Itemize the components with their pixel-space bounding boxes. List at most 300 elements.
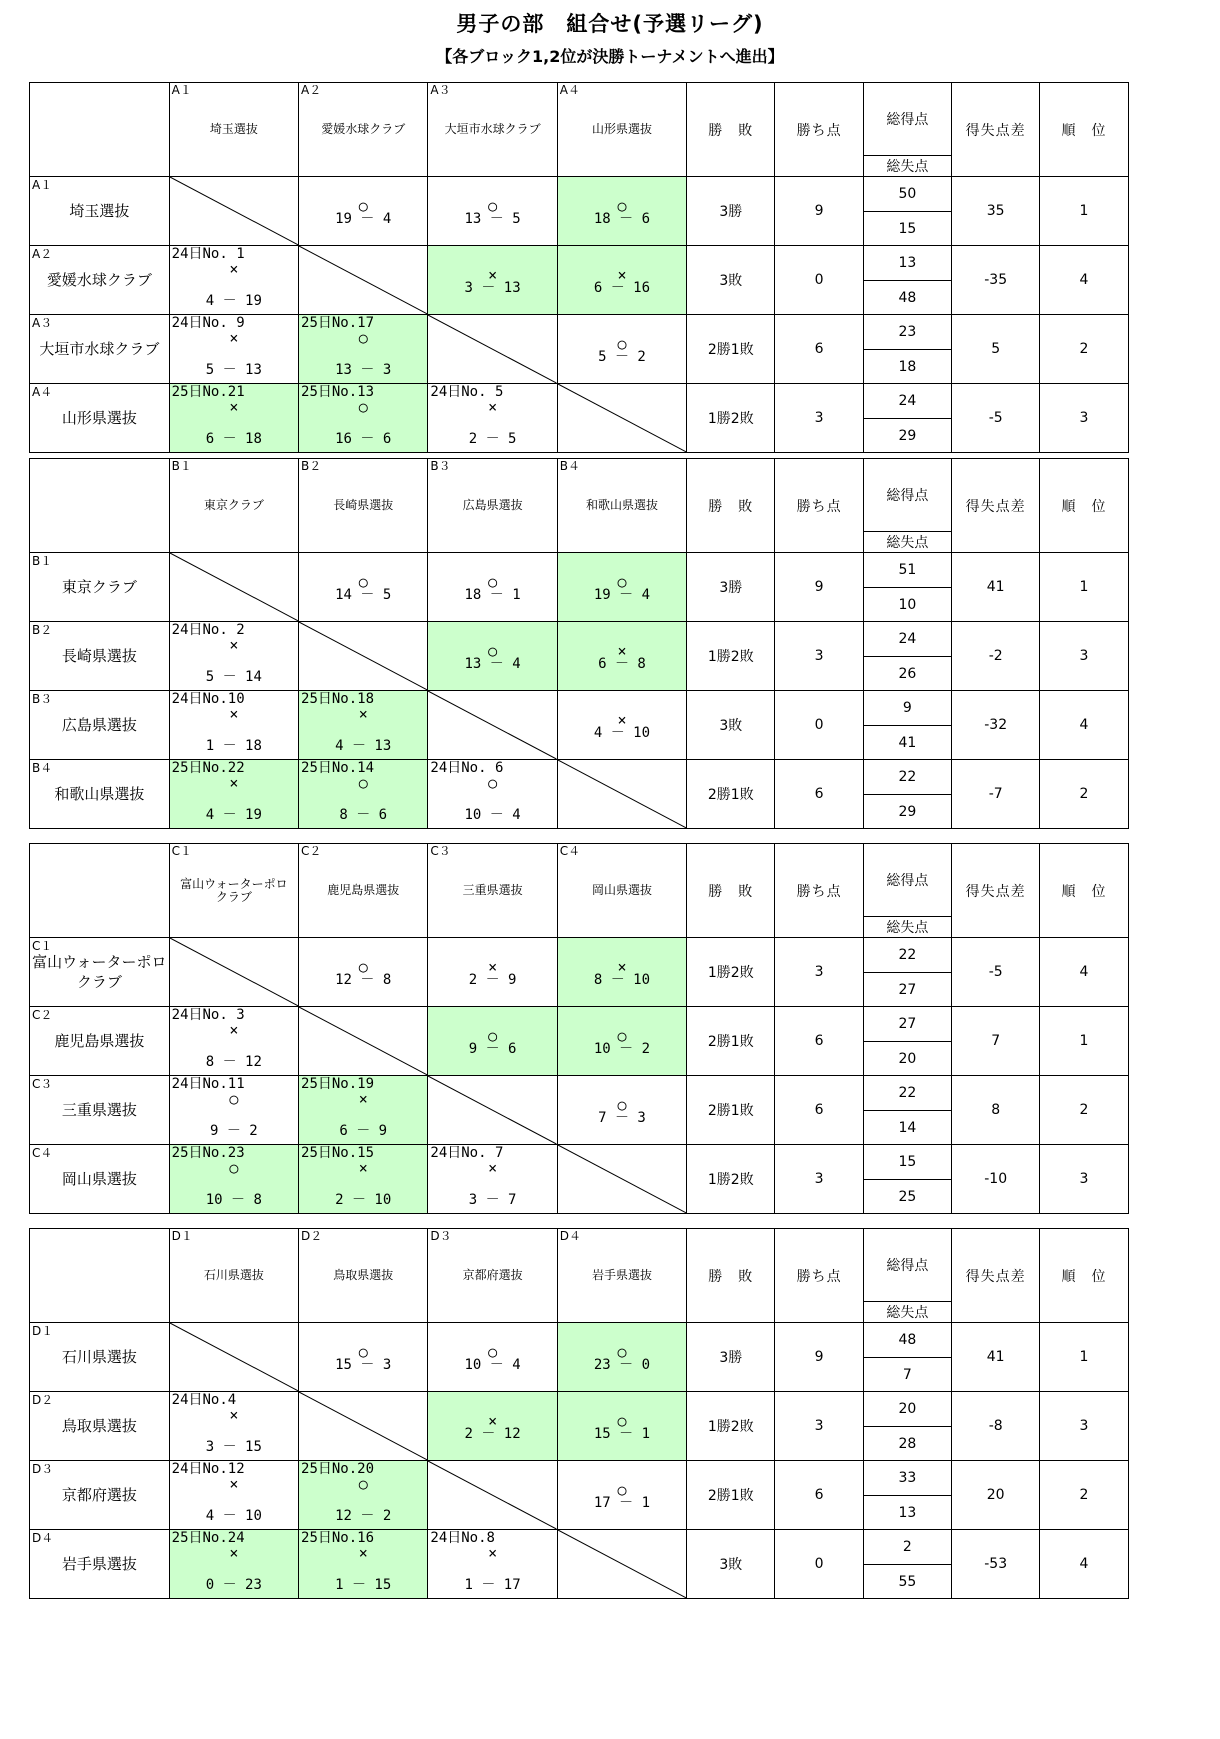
goals-against-cell: 27 <box>863 973 951 1007</box>
corner-cell <box>30 844 170 938</box>
match-score: 13 － 3 <box>335 362 392 378</box>
goal-diff-cell: -10 <box>952 1145 1040 1214</box>
goal-diff-cell: -5 <box>952 384 1040 453</box>
column-team-header <box>557 844 686 938</box>
rank-header: 順 位 <box>1040 844 1128 938</box>
match-score: 1 － 17 <box>464 1577 521 1593</box>
row-team-header <box>30 1076 170 1145</box>
result-mark: ○ <box>229 1159 239 1177</box>
team-name: 大垣市水球クラブ <box>444 122 541 136</box>
team-code: B２ <box>301 459 322 473</box>
goals-for-cell: 22 <box>863 1076 951 1111</box>
match-score: 16 － 6 <box>335 431 392 447</box>
goal-diff-cell: -7 <box>952 760 1040 829</box>
match-number: 24日No.10 <box>171 691 245 707</box>
match-score: 9 － 6 <box>468 1041 517 1057</box>
result-mark: ○ <box>617 335 627 353</box>
team-name: 山形県選抜 <box>61 409 137 427</box>
match-result-cell <box>428 553 557 622</box>
column-team-header <box>557 459 686 553</box>
match-result-cell <box>169 691 298 760</box>
team-code: C１ <box>32 939 53 953</box>
goal-diff-header: 得失点差 <box>952 844 1040 938</box>
goal-diff-header: 得失点差 <box>952 83 1040 177</box>
match-score: 2 － 12 <box>464 1426 521 1442</box>
match-number: 24日No. 1 <box>171 246 245 262</box>
corner-cell <box>30 83 170 177</box>
result-mark: ○ <box>488 774 498 792</box>
team-code: C４ <box>32 1146 53 1160</box>
result-mark: × <box>229 329 239 347</box>
result-mark: ○ <box>358 1475 368 1493</box>
match-number: 25日No.17 <box>301 315 375 331</box>
goals-against-cell: 18 <box>863 350 951 384</box>
points-cell: 9 <box>775 1323 863 1392</box>
row-team-header <box>30 315 170 384</box>
match-score: 6 － 8 <box>598 656 646 672</box>
goals-against-header: 総失点 <box>863 156 951 177</box>
result-mark: × <box>617 711 627 729</box>
diagonal-line <box>299 622 427 690</box>
match-number: 25日No.14 <box>301 760 375 776</box>
match-score: 1 － 18 <box>205 738 262 754</box>
points-cell: 9 <box>775 177 863 246</box>
match-number: 24日No. 3 <box>171 1007 245 1023</box>
league-block <box>29 1228 1217 1593</box>
rank-header: 順 位 <box>1040 1229 1128 1323</box>
points-cell: 9 <box>775 553 863 622</box>
match-result-cell <box>169 384 298 453</box>
row-team-header <box>30 553 170 622</box>
points-header: 勝ち点 <box>775 83 863 177</box>
record-cell: 1勝2敗 <box>687 1392 775 1461</box>
result-mark: × <box>488 1412 498 1430</box>
self-match-cell <box>557 1530 686 1599</box>
goal-diff-cell: -8 <box>952 1392 1040 1461</box>
result-mark: ○ <box>229 1090 239 1108</box>
self-match-cell <box>557 1145 686 1214</box>
team-name: 京都府選抜 <box>61 1486 137 1504</box>
result-mark: × <box>488 398 498 416</box>
match-result-cell <box>557 315 686 384</box>
self-match-cell <box>299 1007 428 1076</box>
team-code: C３ <box>32 1077 53 1091</box>
match-score: 19 － 4 <box>593 587 651 603</box>
match-result-cell <box>428 760 557 829</box>
goal-diff-cell: -53 <box>952 1530 1040 1599</box>
match-result-cell <box>299 315 428 384</box>
league-block <box>29 458 1217 823</box>
team-name: 長崎県選抜 <box>61 647 137 665</box>
match-number: 25日No.15 <box>301 1145 375 1161</box>
match-score: 15 － 3 <box>335 1357 392 1373</box>
match-score: 10 － 4 <box>464 1357 521 1373</box>
diagonal-line <box>170 938 298 1006</box>
team-code: D１ <box>171 1229 193 1243</box>
match-score: 5 － 13 <box>205 362 262 378</box>
match-score: 5 － 14 <box>205 669 262 685</box>
rank-cell: 2 <box>1040 1076 1128 1145</box>
result-mark: ○ <box>358 774 368 792</box>
match-number: 25日No.22 <box>171 760 245 776</box>
team-code: A２ <box>301 83 322 97</box>
match-result-cell <box>299 938 428 1007</box>
result-mark: ○ <box>488 1027 498 1045</box>
record-header: 勝 敗 <box>687 459 775 553</box>
rank-cell: 4 <box>1040 1530 1128 1599</box>
rank-cell: 4 <box>1040 938 1128 1007</box>
goals-for-cell: 2 <box>863 1530 951 1565</box>
match-score: 2 － 9 <box>468 972 517 988</box>
rank-cell: 2 <box>1040 1461 1128 1530</box>
match-result-cell <box>428 1145 557 1214</box>
column-team-header <box>169 459 298 553</box>
team-name: 山形県選抜 <box>591 122 652 136</box>
points-header: 勝ち点 <box>775 1229 863 1323</box>
team-code: B１ <box>32 554 53 568</box>
goals-for-header: 総得点 <box>863 83 951 156</box>
match-score: 12 － 8 <box>335 972 392 988</box>
team-row <box>30 1392 1217 1427</box>
team-name: 大垣市水球クラブ <box>39 340 160 358</box>
team-row <box>30 553 1217 588</box>
rank-cell: 1 <box>1040 177 1128 246</box>
diagonal-line <box>558 1145 686 1213</box>
goals-for-cell: 51 <box>863 553 951 588</box>
result-mark: × <box>229 1021 239 1039</box>
team-name: 三重県選抜 <box>462 883 523 897</box>
result-mark: × <box>617 958 627 976</box>
goal-diff-cell: -2 <box>952 622 1040 691</box>
goal-diff-cell: -35 <box>952 246 1040 315</box>
match-score: 14 － 5 <box>335 587 392 603</box>
result-mark: ○ <box>488 642 498 660</box>
corner-cell <box>30 1229 170 1323</box>
match-number: 24日No. 9 <box>171 315 245 331</box>
team-name: 鹿児島県選抜 <box>54 1032 145 1050</box>
header-row <box>30 83 1217 156</box>
match-result-cell <box>299 691 428 760</box>
match-result-cell <box>428 938 557 1007</box>
team-name: 岩手県選抜 <box>61 1555 137 1573</box>
match-number: 24日No.4 <box>171 1392 237 1408</box>
team-name: 鹿児島県選抜 <box>327 883 400 897</box>
goal-diff-cell: 41 <box>952 1323 1040 1392</box>
record-cell: 2勝1敗 <box>687 315 775 384</box>
result-mark: ○ <box>358 958 368 976</box>
row-team-header <box>30 246 170 315</box>
points-cell: 6 <box>775 315 863 384</box>
match-score: 18 － 1 <box>464 587 521 603</box>
match-result-cell <box>169 246 298 315</box>
match-result-cell <box>557 553 686 622</box>
record-header: 勝 敗 <box>687 1229 775 1323</box>
match-score: 17 － 1 <box>593 1495 651 1511</box>
team-code: C１ <box>171 844 193 858</box>
row-team-header <box>30 1461 170 1530</box>
corner-cell <box>30 459 170 553</box>
goals-against-cell: 55 <box>863 1565 951 1599</box>
row-team-header <box>30 1323 170 1392</box>
result-mark: × <box>617 642 627 660</box>
record-cell: 2勝1敗 <box>687 1076 775 1145</box>
match-result-cell <box>299 1461 428 1530</box>
match-score: 8 － 6 <box>339 807 388 823</box>
self-match-cell <box>557 760 686 829</box>
goal-diff-header: 得失点差 <box>952 459 1040 553</box>
result-mark: ○ <box>617 1481 627 1499</box>
result-mark: ○ <box>617 197 627 215</box>
match-number: 25日No.16 <box>301 1530 375 1546</box>
goals-against-cell: 25 <box>863 1180 951 1214</box>
match-result-cell <box>299 1323 428 1392</box>
match-result-cell <box>299 553 428 622</box>
match-number: 25日No.18 <box>301 691 375 707</box>
self-match-cell <box>428 691 557 760</box>
team-code: D１ <box>32 1324 54 1338</box>
result-mark: × <box>488 1544 498 1562</box>
match-score: 2 － 10 <box>335 1192 392 1208</box>
points-cell: 3 <box>775 384 863 453</box>
team-code: B３ <box>430 459 451 473</box>
points-cell: 0 <box>775 691 863 760</box>
goal-diff-cell: 41 <box>952 553 1040 622</box>
team-row <box>30 246 1217 281</box>
match-result-cell <box>169 760 298 829</box>
team-row <box>30 1461 1217 1496</box>
result-mark: × <box>229 774 239 792</box>
page-subtitle: 【各ブロック1,2位が決勝トーナメントへ進出】 <box>436 47 784 66</box>
match-result-cell <box>299 1076 428 1145</box>
diagonal-line <box>428 691 556 759</box>
team-code: D３ <box>32 1462 54 1476</box>
match-score: 2 － 5 <box>468 431 517 447</box>
team-code: B４ <box>32 761 53 775</box>
match-result-cell <box>299 177 428 246</box>
rank-cell: 1 <box>1040 1323 1128 1392</box>
record-cell: 1勝2敗 <box>687 1145 775 1214</box>
match-score: 6 － 9 <box>339 1123 388 1139</box>
goals-for-cell: 9 <box>863 691 951 726</box>
column-team-header <box>428 83 557 177</box>
result-mark: ○ <box>617 1412 627 1430</box>
goal-diff-cell: 35 <box>952 177 1040 246</box>
league-block <box>29 82 1217 447</box>
rank-header: 順 位 <box>1040 459 1128 553</box>
rank-cell: 3 <box>1040 384 1128 453</box>
team-name: 和歌山県選抜 <box>54 785 145 803</box>
match-result-cell <box>557 1007 686 1076</box>
goals-against-cell: 41 <box>863 726 951 760</box>
diagonal-line <box>428 315 556 383</box>
self-match-cell <box>557 384 686 453</box>
team-code: D４ <box>32 1531 54 1545</box>
self-match-cell <box>428 1461 557 1530</box>
team-code: D２ <box>32 1393 54 1407</box>
record-header: 勝 敗 <box>687 844 775 938</box>
team-name: 岩手県選抜 <box>591 1268 652 1282</box>
column-team-header <box>428 459 557 553</box>
league-table <box>29 1228 1217 1599</box>
page-title: 男子の部 組合せ(予選リーグ) <box>456 12 764 36</box>
goal-diff-cell: 20 <box>952 1461 1040 1530</box>
league-table <box>29 458 1217 829</box>
team-name: 富山ウォーターポロクラブ <box>180 876 288 904</box>
match-result-cell <box>428 1323 557 1392</box>
goal-diff-header: 得失点差 <box>952 1229 1040 1323</box>
result-mark: × <box>488 1159 498 1177</box>
team-row <box>30 1007 1217 1042</box>
match-score: 3 － 15 <box>205 1439 262 1455</box>
goals-for-cell: 50 <box>863 177 951 212</box>
row-team-header <box>30 622 170 691</box>
record-header: 勝 敗 <box>687 83 775 177</box>
match-number: 24日No. 2 <box>171 622 245 638</box>
row-team-header <box>30 760 170 829</box>
goal-diff-cell: 8 <box>952 1076 1040 1145</box>
rank-cell: 2 <box>1040 760 1128 829</box>
diagonal-line <box>170 1323 298 1391</box>
points-cell: 0 <box>775 246 863 315</box>
points-cell: 3 <box>775 1145 863 1214</box>
row-team-header <box>30 938 170 1007</box>
goals-against-cell: 28 <box>863 1427 951 1461</box>
points-cell: 6 <box>775 760 863 829</box>
points-cell: 6 <box>775 1076 863 1145</box>
match-result-cell <box>557 1076 686 1145</box>
match-score: 8 － 12 <box>205 1054 262 1070</box>
team-name: 埼玉選抜 <box>209 122 258 136</box>
match-result-cell <box>557 1461 686 1530</box>
column-team-header <box>169 844 298 938</box>
goals-for-header: 総得点 <box>863 1229 951 1302</box>
match-result-cell <box>299 1145 428 1214</box>
match-score: 9 － 2 <box>209 1123 258 1139</box>
result-mark: × <box>229 1406 239 1424</box>
goals-for-header: 総得点 <box>863 844 951 917</box>
diagonal-line <box>170 177 298 245</box>
match-result-cell <box>428 622 557 691</box>
match-score: 1 － 15 <box>335 1577 392 1593</box>
rank-cell: 3 <box>1040 1145 1128 1214</box>
goals-against-cell: 48 <box>863 281 951 315</box>
result-mark: × <box>488 266 498 284</box>
self-match-cell <box>299 1392 428 1461</box>
record-cell: 3勝 <box>687 177 775 246</box>
team-row <box>30 622 1217 657</box>
rank-cell: 3 <box>1040 622 1128 691</box>
goals-for-cell: 48 <box>863 1323 951 1358</box>
team-name: 富山ウォーターポロクラブ <box>32 953 167 991</box>
diagonal-line <box>558 760 686 828</box>
team-code: C３ <box>430 844 451 858</box>
goals-for-cell: 33 <box>863 1461 951 1496</box>
row-team-header <box>30 1530 170 1599</box>
points-cell: 3 <box>775 938 863 1007</box>
column-team-header <box>557 1229 686 1323</box>
match-result-cell <box>169 1076 298 1145</box>
team-code: A３ <box>430 83 451 97</box>
result-mark: × <box>229 398 239 416</box>
diagonal-line <box>428 1076 556 1144</box>
rank-cell: 4 <box>1040 691 1128 760</box>
record-cell: 3勝 <box>687 553 775 622</box>
record-cell: 2勝1敗 <box>687 1461 775 1530</box>
team-code: D３ <box>430 1229 452 1243</box>
match-number: 25日No.13 <box>301 384 375 400</box>
match-result-cell <box>557 1323 686 1392</box>
match-score: 4 － 19 <box>205 293 262 309</box>
goals-against-cell: 15 <box>863 212 951 246</box>
row-team-header <box>30 384 170 453</box>
team-name: 愛媛水球クラブ <box>46 271 152 289</box>
team-code: C２ <box>301 844 322 858</box>
column-team-header <box>428 1229 557 1323</box>
self-match-cell <box>428 1076 557 1145</box>
self-match-cell <box>169 553 298 622</box>
team-row <box>30 1076 1217 1111</box>
team-code: C４ <box>559 844 581 858</box>
self-match-cell <box>169 177 298 246</box>
team-row <box>30 938 1217 973</box>
column-team-header <box>299 844 428 938</box>
result-mark: × <box>358 1159 368 1177</box>
match-result-cell <box>299 760 428 829</box>
result-mark: × <box>617 266 627 284</box>
team-row <box>30 691 1217 726</box>
match-score: 8 － 10 <box>593 972 651 988</box>
result-mark: × <box>229 705 239 723</box>
diagonal-line <box>299 246 427 314</box>
team-code: A１ <box>171 83 192 97</box>
match-number: 24日No.12 <box>171 1461 245 1477</box>
match-result-cell <box>169 1461 298 1530</box>
record-cell: 3敗 <box>687 246 775 315</box>
points-header: 勝ち点 <box>775 459 863 553</box>
result-mark: × <box>229 636 239 654</box>
match-score: 15 － 1 <box>593 1426 651 1442</box>
goals-for-cell: 13 <box>863 246 951 281</box>
column-team-header <box>299 459 428 553</box>
goals-for-cell: 24 <box>863 384 951 419</box>
result-mark: ○ <box>488 573 498 591</box>
team-row <box>30 1323 1217 1358</box>
result-mark: × <box>488 958 498 976</box>
diagonal-line <box>428 1461 556 1529</box>
match-result-cell <box>557 938 686 1007</box>
header-row <box>30 844 1217 917</box>
record-cell: 2勝1敗 <box>687 760 775 829</box>
team-row <box>30 315 1217 350</box>
goal-diff-cell: -32 <box>952 691 1040 760</box>
match-result-cell <box>169 1392 298 1461</box>
match-result-cell <box>169 315 298 384</box>
team-row <box>30 760 1217 795</box>
match-score: 10 － 4 <box>464 807 521 823</box>
match-score: 12 － 2 <box>335 1508 392 1524</box>
team-code: B４ <box>559 459 580 473</box>
match-result-cell <box>557 691 686 760</box>
self-match-cell <box>299 622 428 691</box>
rank-cell: 1 <box>1040 553 1128 622</box>
diagonal-line <box>558 1530 686 1598</box>
row-team-header <box>30 1007 170 1076</box>
record-cell: 1勝2敗 <box>687 384 775 453</box>
match-number: 25日No.21 <box>171 384 245 400</box>
league-table <box>29 82 1217 453</box>
goals-against-cell: 20 <box>863 1042 951 1076</box>
team-code: D４ <box>559 1229 582 1243</box>
